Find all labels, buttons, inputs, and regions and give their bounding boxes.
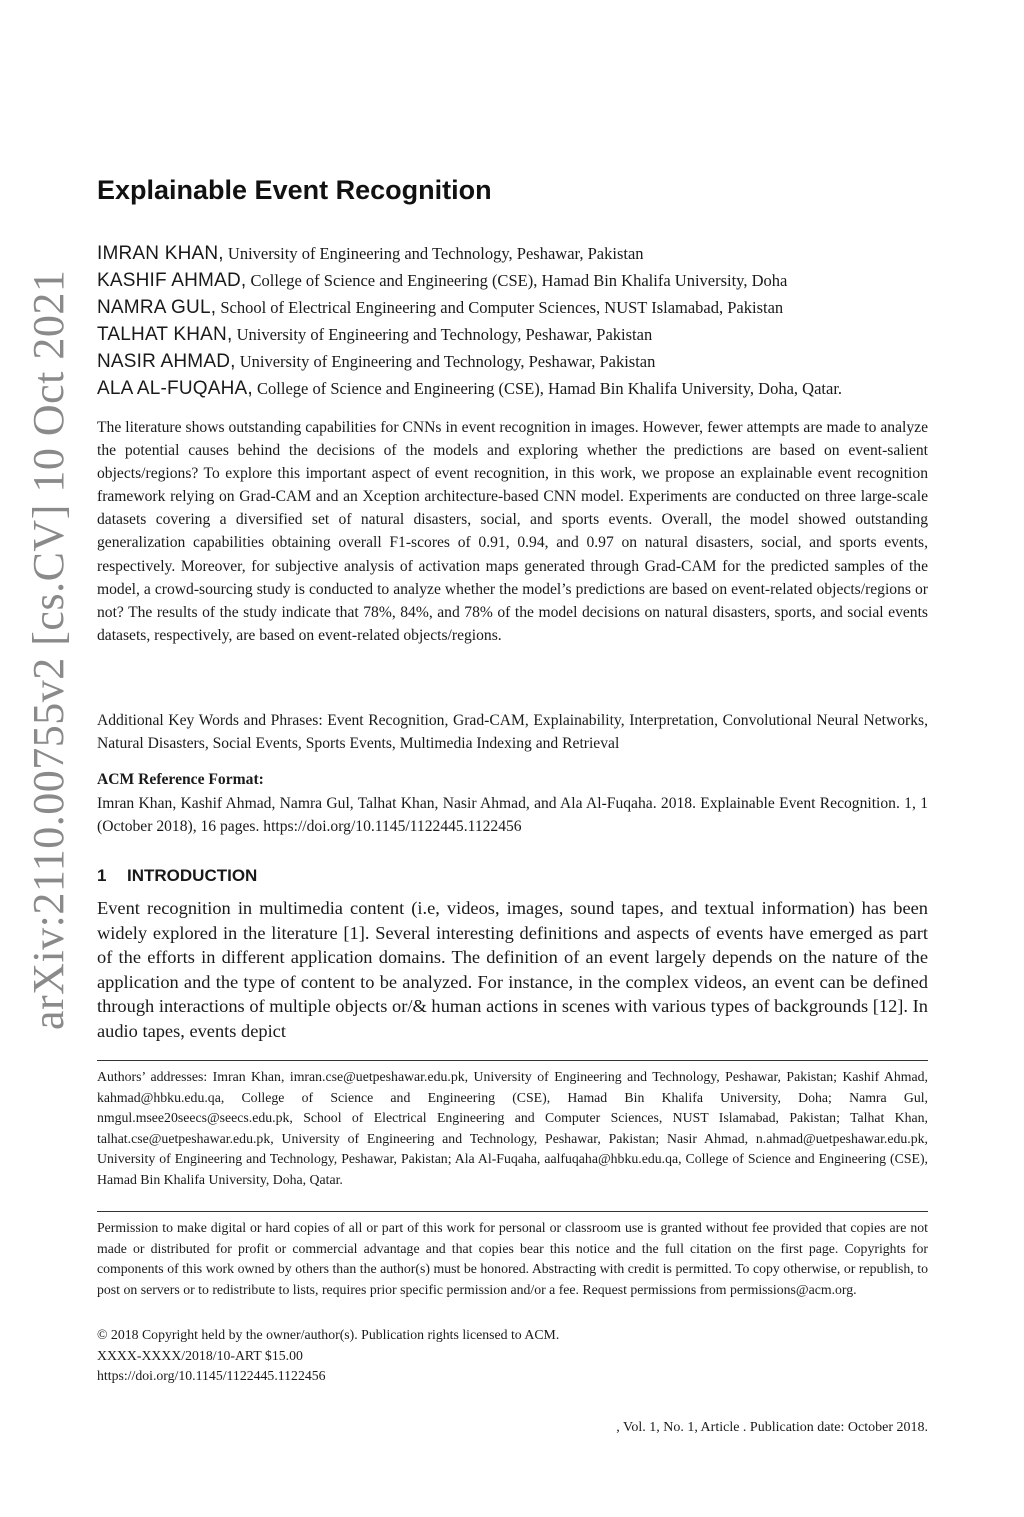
author-entry <box>97 348 937 375</box>
copyright-line: © 2018 Copyright held by the owner/author(s). Publication rights licensed to ACM. <box>97 1327 560 1342</box>
author-entry <box>97 294 937 321</box>
author-list <box>97 240 937 402</box>
author-name: KASHIF AHMAD, <box>97 270 247 291</box>
acm-reference-text: Imran Khan, Kashif Ahmad, Namra Gul, Talhat Khan, Nasir Ahmad, and Ala Al-Fuqaha. 2018. Explainable Event Recognition. 1, 1 (October 2018), 16 pages. https://doi.org/10.1145/1122445.1122456 <box>97 795 928 836</box>
author-name: NASIR AHMAD, <box>97 351 236 372</box>
copyright-block <box>97 1325 928 1387</box>
author-affiliation: University of Engineering and Technology, Peshawar, Pakistan <box>235 352 656 371</box>
author-affiliation: College of Science and Engineering (CSE), Hamad Bin Khalifa University, Doha <box>246 271 788 290</box>
page-footer: , Vol. 1, No. 1, Article . Publication date: October 2018. <box>616 1420 928 1435</box>
keywords: Additional Key Words and Phrases: Event Recognition, Grad-CAM, Explainability, Interpretation, Convolutional Neural Networks, Natural Disasters, Social Events, Sports Events, Multimedia Indexing and Retrieval <box>97 712 928 753</box>
section-title: INTRODUCTION <box>127 866 258 885</box>
author-entry <box>97 267 937 294</box>
paper-title: Explainable Event Recognition <box>97 175 492 205</box>
author-affiliation: College of Science and Engineering (CSE), Hamad Bin Khalifa University, Doha, Qatar. <box>252 379 843 398</box>
permission-notice: Permission to make digital or hard copies of all or part of this work for personal or classroom use is granted without fee provided that copies are not made or distributed for profit or commercial advantage and that copies bear this notice and the full citation on the first page. Copyrights for components of this work owned by others than the author(s) must be honored. Abstracting with credit is permitted. To copy otherwise, or republish, to post on servers or to redistribute to lists, requires prior specific permission and/or a fee. Request permissions from permissions@acm.org. <box>97 1220 928 1297</box>
section-heading-introduction <box>97 864 257 888</box>
author-affiliation: University of Engineering and Technology, Peshawar, Pakistan <box>232 325 653 344</box>
permission-divider <box>97 1211 928 1212</box>
author-name: ALA AL-FUQAHA, <box>97 378 253 399</box>
doi-link[interactable]: https://doi.org/10.1145/1122445.1122456 <box>97 1368 326 1383</box>
price-code-line: XXXX-XXXX/2018/10-ART $15.00 <box>97 1347 303 1363</box>
author-affiliation: University of Engineering and Technology, Peshawar, Pakistan <box>223 244 644 263</box>
author-name: TALHAT KHAN, <box>97 324 233 345</box>
arxiv-identifier-stamp: arXiv:2110.00755v2 [cs.CV] 10 Oct 2021 <box>24 269 73 1030</box>
introduction-body: Event recognition in multimedia content (i.e, videos, images, sound tapes, and textual information) has been widely explored in the literature [1]. Several interesting definitions and aspects of events have emerged as part of the efforts in different application domains. The definition of an event largely depends on the nature of the application and the type of content to be analyzed. For instance, in the complex videos, an event can be defined through interactions of multiple objects or/& human actions in scenes with various types of backgrounds [12]. In audio tapes, events depict <box>97 898 928 1041</box>
footnote-divider <box>97 1060 928 1061</box>
acm-reference-heading: ACM Reference Format: <box>97 771 264 788</box>
author-affiliation: School of Electrical Engineering and Computer Sciences, NUST Islamabad, Pakistan <box>216 298 784 317</box>
section-number: 1 <box>97 866 107 885</box>
author-entry <box>97 321 937 348</box>
authors-addresses-footnote: Authors’ addresses: Imran Khan, imran.cse@uetpeshawar.edu.pk, University of Engineering and Technology, Peshawar, Pakistan; Kashif Ahmad, kahmad@hbku.edu.qa, College of Science and Engineering (CSE), Hamad Bin Khalifa University, Doha; Namra Gul, nmgul.msee20seecs@seecs.edu.pk, School of Electrical Engineering and Computer Sciences, NUST Islamabad, Pakistan; Talhat Khan, talhat.cse@uetpeshawar.edu.pk, University of Engineering and Technology, Peshawar, Pakistan; Nasir Ahmad, n.ahmad@uetpeshawar.edu.pk, University of Engineering and Technology, Peshawar, Pakistan; Ala Al-Fuqaha, aalfuqaha@hbku.edu.qa, College of Science and Engineering (CSE), Hamad Bin Khalifa University, Doha, Qatar. <box>97 1069 928 1187</box>
author-entry <box>97 375 937 402</box>
abstract: The literature shows outstanding capabilities for CNNs in event recognition in images. However, fewer attempts are made to analyze the potential causes behind the decisions of the models and exploring whether the predictions are based on event-salient objects/regions? To explore this important aspect of event recognition, in this work, we propose an explainable event recognition framework relying on Grad-CAM and an Xception architecture-based CNN model. Experiments are conducted on three large-scale datasets covering a diversified set of natural disasters, social, and sports events. Overall, the model showed outstanding generalization capabilities obtaining overall F1-scores of 0.91, 0.94, and 0.97 on natural disasters, social, and sports events, respectively. Moreover, for subjective analysis of activation maps generated through Grad-CAM for the predicted samples of the model, a crowd-sourcing study is conducted to analyze whether the model’s predictions are based on event-related objects/regions or not? The results of the study indicate that 78%, 84%, and 78% of the model decisions on natural disasters, sports, and social events datasets, respectively, are based on event-related objects/regions. <box>97 419 928 644</box>
author-name: IMRAN KHAN, <box>97 243 224 264</box>
author-name: NAMRA GUL, <box>97 297 217 318</box>
author-entry <box>97 240 937 267</box>
